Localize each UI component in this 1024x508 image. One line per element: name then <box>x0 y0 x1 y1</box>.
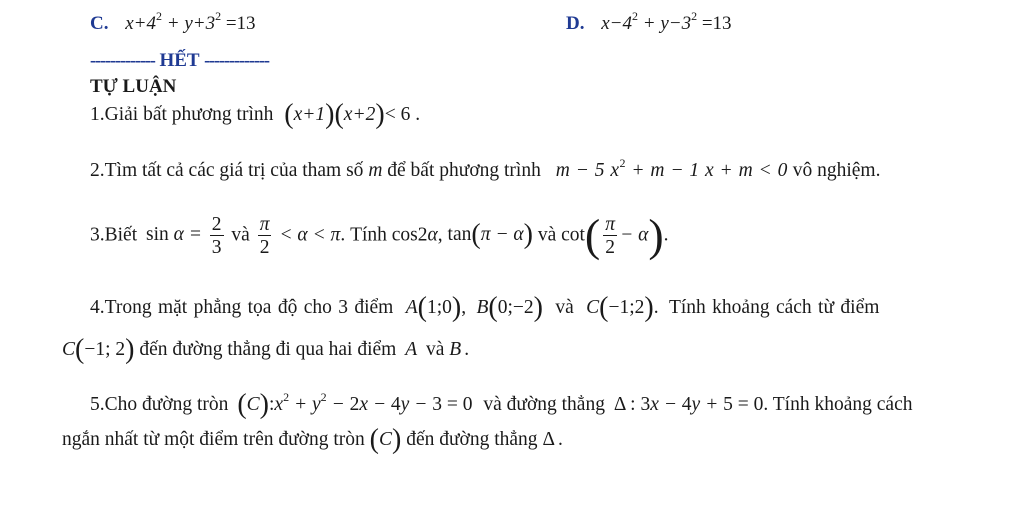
question-3-paren-open: ( <box>584 209 601 261</box>
question-4-end: . <box>464 339 470 360</box>
question-3-fraction-2 <box>258 215 272 257</box>
fraction-2-numerator: π <box>259 214 270 235</box>
question-2-expression: m − 5 $x^2 + m - 1$ x + m < 0 <box>555 156 788 181</box>
question-5-circle: $(C):x^2 + y^2 - 2x - 4y - 3 = 0$ <box>237 389 473 420</box>
question-3-end: . <box>663 224 669 246</box>
section-title: TỰ LUẬN <box>90 76 177 97</box>
question-2-text-b: để bất phương trình <box>387 160 541 181</box>
question-1-expression: (x+1)(x+2)< 6 . <box>284 99 421 130</box>
question-5-delta: Δ <box>542 429 555 450</box>
question-3-inequality: < α < π <box>279 224 341 246</box>
fraction-3-numerator: π <box>605 214 616 235</box>
option-d-label: D. <box>566 13 585 34</box>
question-5-and: và đường thẳng <box>483 394 605 415</box>
question-5-line: Δ : 3x − 4y + 5 = 0 <box>613 394 764 415</box>
question-4-line-2-text: đến đường thẳng đi qua hai điểm <box>139 339 397 360</box>
question-2 <box>90 156 881 182</box>
fraction-3-denominator: 2 <box>605 236 616 258</box>
question-3-comma: , <box>437 224 443 246</box>
question-4-line-2 <box>62 334 470 365</box>
question-2-text-c: vô nghiệm. <box>792 160 881 181</box>
option-c-label: C. <box>90 13 109 34</box>
question-5-line-1-tail: . Tính khoảng cách <box>763 394 913 415</box>
question-3-text-b: . Tính <box>340 224 387 246</box>
option-d-expression: $x-4^2 + y-3^2 =13$ <box>601 9 732 34</box>
question-3-cot: cot <box>561 224 585 246</box>
option-d <box>566 9 732 35</box>
end-marker-dashes-left: ------------- <box>90 50 155 70</box>
question-2-text-a: 2.Tìm tất cả các giá trị của tham số <box>90 160 364 181</box>
question-4-text: 4.Trong mặt phẳng tọa độ cho 3 điểm <box>90 297 394 318</box>
question-3-fraction-1 <box>210 215 224 257</box>
end-marker-dashes-right: ------------- <box>204 50 269 70</box>
question-4-label-b: B <box>449 339 462 360</box>
question-3-and-2: và <box>537 224 557 246</box>
option-c <box>90 9 256 35</box>
question-5-line-2-text: ngắn nhất từ một điểm trên đường tròn <box>62 429 365 450</box>
question-1-text: 1.Giải bất phương trình <box>90 104 274 125</box>
fraction-2-denominator: 2 <box>259 236 270 258</box>
question-3-fraction-3 <box>603 215 617 257</box>
question-5-line-2-text-b: đến đường thẳng <box>406 429 538 450</box>
question-3-tan: tan(π − α) <box>447 219 533 251</box>
question-3 <box>90 209 669 261</box>
question-1 <box>90 99 421 130</box>
question-5-text: 5.Cho đường tròn <box>90 394 229 415</box>
end-marker <box>90 50 269 72</box>
question-4-label-a: A <box>405 339 418 360</box>
end-marker-text: HẾT <box>159 50 200 71</box>
question-4-point-a: A(1;0), <box>405 292 467 323</box>
question-4-and-2: và <box>426 339 445 360</box>
question-4-line-1 <box>90 292 880 323</box>
option-c-expression: $x+4^2 + y+3^2 =13$ <box>125 9 256 34</box>
question-4-line-2-point: C(−1; 2) <box>62 334 135 365</box>
question-4-point-b: B(0;−2) <box>476 292 543 323</box>
question-4-point-c: C(−1;2). <box>586 292 659 323</box>
question-5-line-1 <box>90 389 913 420</box>
fraction-1-denominator: 3 <box>211 236 222 258</box>
question-3-text-a: 3.Biết <box>90 224 138 246</box>
question-5-circle-label: (C) <box>369 424 402 455</box>
question-3-and-1: và <box>231 224 250 246</box>
question-5-line-2 <box>62 424 563 455</box>
fraction-1-numerator: 2 <box>211 214 222 235</box>
question-2-param: m <box>368 160 383 181</box>
question-4-line-1-tail: Tính khoảng cách từ điểm <box>668 297 880 318</box>
question-4-and: và <box>555 297 574 318</box>
question-3-cot-tail: − α <box>620 224 649 246</box>
question-3-paren-close: ) <box>648 209 664 261</box>
question-3-cos: cos2α <box>391 224 438 246</box>
question-5-end: . <box>557 429 563 450</box>
question-3-sin: sin α = <box>146 224 202 246</box>
